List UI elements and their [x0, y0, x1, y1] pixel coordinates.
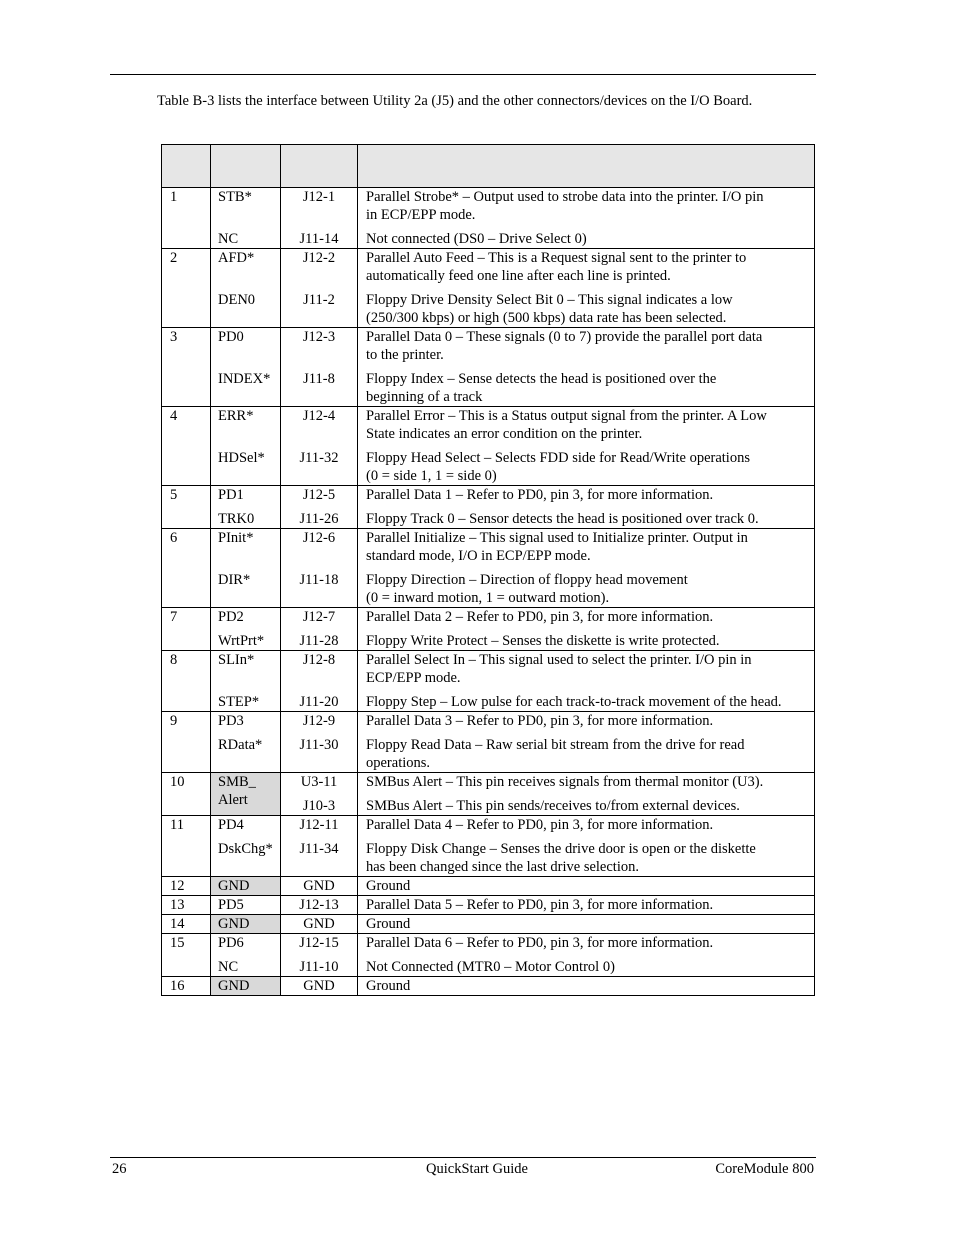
description-line: Parallel Data 4 – Refer to PD0, pin 3, for more information. [366, 817, 714, 833]
description-line: Parallel Strobe* – Output used to strobe data into the printer. I/O pin [366, 189, 764, 205]
signal-name: INDEX* [218, 371, 271, 387]
pin-cell [162, 328, 211, 407]
signal-name: ERR* [218, 408, 254, 424]
pin-number: 10 [170, 774, 185, 790]
pin-number: 1 [170, 189, 178, 205]
description-line: Floppy Head Select – Selects FDD side for Read/Write operations [366, 450, 750, 466]
pin-cell [162, 934, 211, 977]
table-header-row [162, 145, 815, 188]
description-line: SMBus Alert – This pin sends/receives to/from external devices. [366, 798, 740, 814]
description-line: has been changed since the last drive selection. [366, 859, 639, 875]
connector-cell [281, 896, 358, 915]
signal-name: NC [218, 231, 239, 247]
description-line: beginning of a track [366, 389, 483, 405]
pin-number: 3 [170, 329, 178, 345]
page-number: 26 [112, 1161, 127, 1177]
description-line: Parallel Data 3 – Refer to PD0, pin 3, for more information. [366, 713, 714, 729]
signal-name: RData* [218, 737, 263, 753]
description-cell [358, 651, 815, 712]
footer-product: CoreModule 800 [715, 1161, 814, 1177]
description-line: Parallel Initialize – This signal used to Initialize printer. Output in [366, 530, 748, 546]
connector-pin: J11-14 [299, 231, 339, 247]
description-line: Ground [366, 978, 411, 994]
description-line: in ECP/EPP mode. [366, 207, 476, 223]
table-row [162, 934, 815, 977]
connector-cell [281, 712, 358, 773]
pin-number: 6 [170, 530, 178, 546]
description-line: Not Connected (MTR0 – Motor Control 0) [366, 959, 615, 975]
connector-pin: J10-3 [302, 798, 336, 814]
connector-cell [281, 407, 358, 486]
connector-pin: GND [303, 916, 335, 932]
description-line: Floppy Step – Low pulse for each track-to-track movement of the head. [366, 694, 782, 710]
signal-name: PD3 [218, 713, 244, 729]
connector-pin: J11-34 [299, 841, 339, 857]
signal-cell [211, 651, 281, 712]
pin-number: 8 [170, 652, 178, 668]
signal-name: NC [218, 959, 239, 975]
pin-cell [162, 977, 211, 996]
pin-number: 2 [170, 250, 178, 266]
connector-cell [281, 915, 358, 934]
description-line: Ground [366, 878, 411, 894]
table-row [162, 773, 815, 816]
description-line: Parallel Data 6 – Refer to PD0, pin 3, for more information. [366, 935, 714, 951]
description-line: Parallel Error – This is a Status output signal from the printer. A Low [366, 408, 767, 424]
description-line: Floppy Index – Sense detects the head is positioned over the [366, 371, 717, 387]
description-cell [358, 977, 815, 996]
description-cell [358, 816, 815, 877]
signal-name: SMB_ [218, 774, 256, 790]
connector-cell [281, 651, 358, 712]
header-pin [162, 145, 211, 188]
description-line: Parallel Data 1 – Refer to PD0, pin 3, for more information. [366, 487, 714, 503]
table-row [162, 188, 815, 249]
description-line: standard mode, I/O in ECP/EPP mode. [366, 548, 591, 564]
connector-pin: GND [303, 978, 335, 994]
description-line: State indicates an error condition on the printer. [366, 426, 643, 442]
connector-cell [281, 328, 358, 407]
signal-name: SLIn* [218, 652, 255, 668]
pin-cell [162, 608, 211, 651]
table-row [162, 816, 815, 877]
connector-pin: J11-32 [299, 450, 339, 466]
description-line: Parallel Select In – This signal used to select the printer. I/O pin in [366, 652, 752, 668]
connector-pin: J11-28 [299, 633, 339, 649]
connector-pin: GND [303, 878, 335, 894]
description-line: Parallel Data 0 – These signals (0 to 7) provide the parallel port data [366, 329, 763, 345]
connector-pin: J12-15 [299, 935, 339, 951]
signal-cell [211, 712, 281, 773]
pin-cell [162, 712, 211, 773]
signal-cell [211, 407, 281, 486]
connector-cell [281, 608, 358, 651]
pin-cell [162, 486, 211, 529]
connector-pin: J11-30 [299, 737, 339, 753]
pin-number: 14 [170, 916, 185, 932]
signal-name: PD2 [218, 609, 244, 625]
description-line: Floppy Disk Change – Senses the drive door is open or the diskette [366, 841, 756, 857]
connector-pin: J12-5 [302, 487, 336, 503]
connector-pin: J12-3 [302, 329, 336, 345]
footer-title: QuickStart Guide [426, 1161, 528, 1177]
signal-cell [211, 529, 281, 608]
description-cell [358, 486, 815, 529]
signal-name: STB* [218, 189, 252, 205]
signal-name: PInit* [218, 530, 254, 546]
signal-name: Alert [218, 792, 248, 808]
signal-cell [211, 486, 281, 529]
pin-number: 16 [170, 978, 185, 994]
signal-name: DskChg* [218, 841, 273, 857]
signal-name: WrtPrt* [218, 633, 265, 649]
signal-cell [211, 934, 281, 977]
pin-cell [162, 877, 211, 896]
connector-pin: J12-4 [302, 408, 336, 424]
connector-pin: J11-20 [299, 694, 339, 710]
table-row [162, 896, 815, 915]
signal-cell [211, 896, 281, 915]
footer-rule [110, 1157, 816, 1158]
pin-cell [162, 651, 211, 712]
signal-name: DIR* [218, 572, 251, 588]
pin-cell [162, 816, 211, 877]
signal-name: TRK0 [218, 511, 255, 527]
connector-cell [281, 773, 358, 816]
table-row [162, 977, 815, 996]
description-line: Floppy Read Data – Raw serial bit stream from the drive for read [366, 737, 745, 753]
connector-cell [281, 249, 358, 328]
table-row [162, 407, 815, 486]
connector-pin: J11-2 [303, 292, 335, 308]
description-cell [358, 188, 815, 249]
description-cell [358, 773, 815, 816]
description-line: (0 = inward motion, 1 = outward motion). [366, 590, 610, 606]
description-line: Parallel Auto Feed – This is a Request signal sent to the printer to [366, 250, 747, 266]
signal-name: PD5 [218, 897, 244, 913]
signal-cell [211, 816, 281, 877]
description-line: Floppy Write Protect – Senses the diskette is write protected. [366, 633, 720, 649]
pin-number: 9 [170, 713, 178, 729]
table-row [162, 915, 815, 934]
description-line: (250/300 kbps) or high (500 kbps) data rate has been selected. [366, 310, 727, 326]
description-line: to the printer. [366, 347, 444, 363]
pin-number: 13 [170, 897, 185, 913]
connector-pin: J12-7 [302, 609, 336, 625]
pin-cell [162, 896, 211, 915]
connector-pin: J12-1 [302, 189, 336, 205]
connector-pin: J11-18 [299, 572, 339, 588]
description-line: Parallel Data 2 – Refer to PD0, pin 3, for more information. [366, 609, 714, 625]
table-row [162, 529, 815, 608]
description-cell [358, 529, 815, 608]
connector-cell [281, 529, 358, 608]
connector-pin: J12-13 [299, 897, 339, 913]
description-line: SMBus Alert – This pin receives signals from thermal monitor (U3). [366, 774, 764, 790]
connector-pin: J12-6 [302, 530, 336, 546]
header-signal [211, 145, 281, 188]
description-cell [358, 328, 815, 407]
pin-number: 11 [170, 817, 184, 833]
table-row [162, 486, 815, 529]
description-line: Ground [366, 916, 411, 932]
connector-cell [281, 816, 358, 877]
description-line: Floppy Direction – Direction of floppy head movement [366, 572, 688, 588]
signal-name: AFD* [218, 250, 255, 266]
signal-name: STEP* [218, 694, 260, 710]
connector-pin: U3-11 [300, 774, 338, 790]
header-rule [110, 74, 816, 75]
interface-table [161, 144, 815, 996]
signal-cell [211, 608, 281, 651]
connector-cell [281, 977, 358, 996]
description-line: Parallel Data 5 – Refer to PD0, pin 3, for more information. [366, 897, 714, 913]
description-cell [358, 712, 815, 773]
signal-cell [211, 328, 281, 407]
table-row [162, 712, 815, 773]
connector-pin: J12-8 [302, 652, 336, 668]
description-cell [358, 407, 815, 486]
pin-cell [162, 249, 211, 328]
signal-cell [211, 249, 281, 328]
pin-number: 5 [170, 487, 178, 503]
connector-pin: J11-8 [303, 371, 335, 387]
description-line: ECP/EPP mode. [366, 670, 461, 686]
description-line: automatically feed one line after each line is printed. [366, 268, 671, 284]
signal-name: PD1 [218, 487, 244, 503]
connector-cell [281, 877, 358, 896]
pin-number: 7 [170, 609, 178, 625]
description-line: operations. [366, 755, 431, 771]
pin-cell [162, 773, 211, 816]
description-cell [358, 608, 815, 651]
pin-cell [162, 915, 211, 934]
signal-name: DEN0 [218, 292, 256, 308]
connector-pin: J12-2 [302, 250, 336, 266]
description-line: Floppy Drive Density Select Bit 0 – This signal indicates a low [366, 292, 733, 308]
description-cell [358, 877, 815, 896]
connector-cell [281, 934, 358, 977]
signal-cell [211, 877, 281, 896]
signal-name: GND [218, 978, 250, 994]
pin-cell [162, 407, 211, 486]
pin-number: 12 [170, 878, 185, 894]
description-line: Not connected (DS0 – Drive Select 0) [366, 231, 587, 247]
table-row [162, 249, 815, 328]
signal-name: PD6 [218, 935, 244, 951]
pin-number: 15 [170, 935, 185, 951]
connector-pin: J12-9 [302, 713, 336, 729]
signal-name: GND [218, 916, 250, 932]
table-row [162, 608, 815, 651]
table-row [162, 651, 815, 712]
description-line: Floppy Track 0 – Sensor detects the head is positioned over track 0. [366, 511, 759, 527]
intro-paragraph: Table B-3 lists the interface between Utility 2a (J5) and the other connectors/devices on the I/O Board. [157, 93, 753, 109]
description-line: (0 = side 1, 1 = side 0) [366, 468, 497, 484]
description-cell [358, 249, 815, 328]
connector-cell [281, 188, 358, 249]
signal-cell [211, 977, 281, 996]
signal-cell [211, 915, 281, 934]
header-connector [281, 145, 358, 188]
table-row [162, 877, 815, 896]
signal-name: GND [218, 878, 250, 894]
pin-number: 4 [170, 408, 178, 424]
connector-pin: J12-11 [299, 817, 339, 833]
pin-cell [162, 529, 211, 608]
table-body [162, 188, 815, 996]
connector-pin: J11-26 [299, 511, 339, 527]
pin-cell [162, 188, 211, 249]
signal-name: PD4 [218, 817, 244, 833]
connector-pin: J11-10 [299, 959, 339, 975]
signal-name: HDSel* [218, 450, 265, 466]
description-cell [358, 896, 815, 915]
header-description [358, 145, 815, 188]
signal-cell [211, 188, 281, 249]
description-cell [358, 934, 815, 977]
signal-cell [211, 773, 281, 816]
description-cell [358, 915, 815, 934]
signal-name: PD0 [218, 329, 244, 345]
connector-cell [281, 486, 358, 529]
table-row [162, 328, 815, 407]
